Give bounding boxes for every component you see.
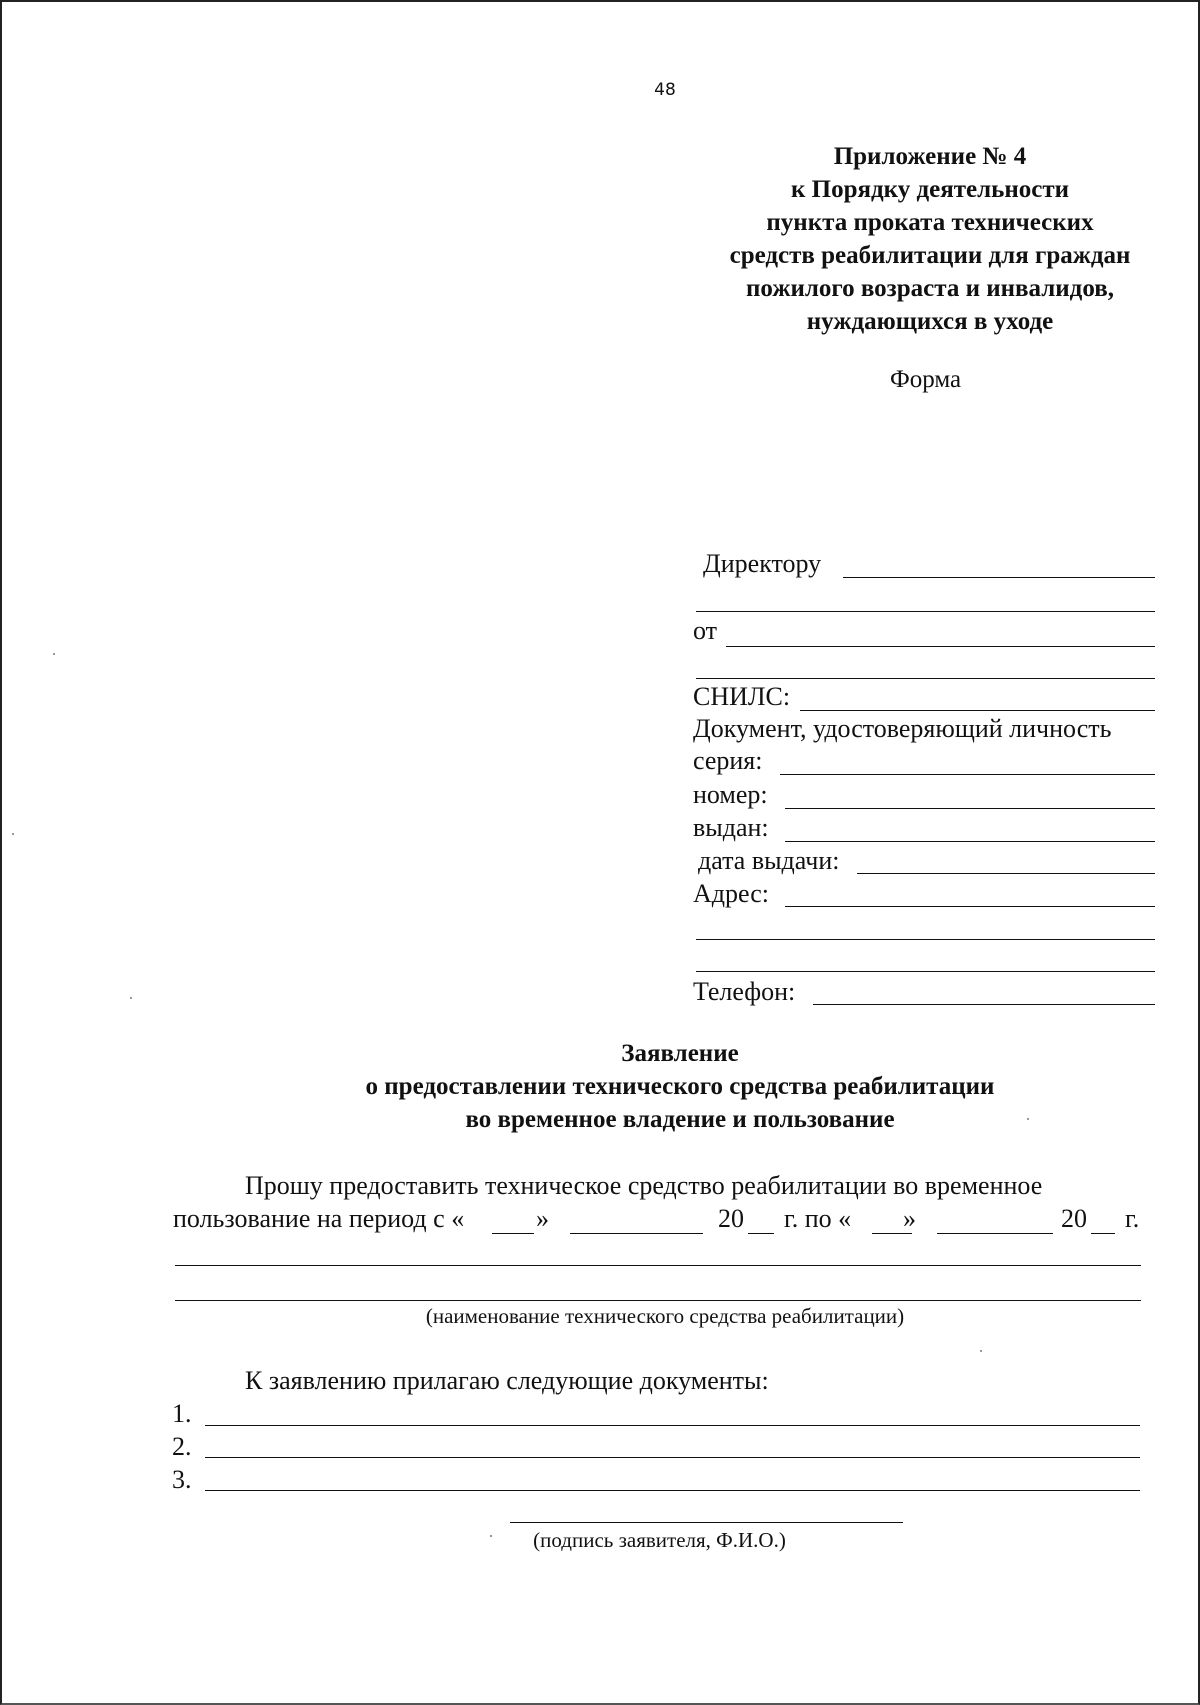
form-label: Форма	[890, 366, 962, 393]
snils-field[interactable]	[800, 710, 1155, 711]
scan-speck	[12, 833, 14, 835]
item-name-field-line-2[interactable]	[175, 1300, 1141, 1301]
id-document-label: Документ, удостоверяющий личность	[693, 714, 1112, 743]
from-field[interactable]	[726, 646, 1155, 647]
attachment-field-3[interactable]	[205, 1490, 1140, 1491]
end-period-label: г. по «	[784, 1204, 852, 1233]
appendix-line: нуждающихся в уходе	[806, 308, 1054, 335]
attachment-number: 3.	[172, 1465, 192, 1494]
end-year-suffix: г.	[1125, 1204, 1140, 1233]
issued-by-label: выдан:	[693, 813, 769, 842]
issued-by-field[interactable]	[785, 841, 1155, 842]
scan-speck	[53, 653, 55, 655]
start-day-close-quote: »	[536, 1204, 549, 1233]
start-year-prefix: 20	[718, 1204, 744, 1233]
address-field-line-3[interactable]	[696, 971, 1155, 972]
item-name-field[interactable]	[175, 1265, 1141, 1266]
phone-label: Телефон:	[693, 977, 796, 1006]
series-field[interactable]	[780, 774, 1155, 775]
title-line: Заявление	[621, 1040, 739, 1067]
end-day-close-quote: »	[903, 1204, 916, 1233]
attachment-number: 2.	[172, 1432, 192, 1461]
appendix-line: Приложение № 4	[833, 143, 1027, 170]
end-year-prefix: 20	[1061, 1204, 1087, 1233]
title-line: о предоставлении технического средства реабилитации	[365, 1073, 995, 1100]
series-label: серия:	[693, 746, 763, 775]
from-field-line-2[interactable]	[696, 678, 1155, 679]
attachment-field-2[interactable]	[205, 1457, 1140, 1458]
from-label: от	[693, 616, 718, 645]
number-field[interactable]	[785, 808, 1155, 809]
issue-date-field[interactable]	[857, 873, 1155, 874]
snils-label: СНИЛС:	[693, 682, 791, 711]
application-title	[160, 1037, 1200, 1136]
appendix-line: пожилого возраста и инвалидов,	[746, 275, 1114, 302]
page-number: 48	[654, 80, 676, 100]
scan-speck	[980, 1350, 982, 1352]
end-year-field[interactable]	[1091, 1233, 1115, 1234]
signature-field[interactable]	[510, 1522, 903, 1523]
scan-speck	[1027, 1118, 1029, 1120]
appendix-line: к Порядку деятельности	[790, 176, 1070, 203]
attachments-intro: К заявлению прилагаю следующие документы:	[245, 1366, 769, 1395]
issue-date-label: дата выдачи:	[698, 846, 840, 875]
appendix-line: пункта проката технических	[766, 209, 1094, 236]
director-label: Директору	[703, 549, 822, 578]
director-field-line-2[interactable]	[696, 611, 1155, 612]
address-field[interactable]	[785, 906, 1155, 907]
scan-speck	[130, 997, 132, 999]
start-month-field[interactable]	[570, 1233, 703, 1234]
attachment-number: 1.	[172, 1399, 192, 1428]
request-period-start-label: пользование на период с «	[173, 1204, 465, 1233]
phone-field[interactable]	[813, 1004, 1155, 1005]
signature-caption: (подпись заявителя, Ф.И.О.)	[533, 1528, 786, 1552]
request-line-1: Прошу предоставить техническое средство реабилитации во временное	[245, 1171, 1043, 1200]
start-year-field[interactable]	[748, 1233, 774, 1234]
title-line: во временное владение и пользование	[465, 1106, 895, 1133]
address-field-line-2[interactable]	[696, 939, 1155, 940]
appendix-line: средств реабилитации для граждан	[729, 242, 1131, 269]
end-month-field[interactable]	[937, 1233, 1053, 1234]
scan-speck	[490, 1535, 492, 1537]
item-name-caption: (наименование технического средства реабилитации)	[425, 1304, 905, 1328]
address-label: Адрес:	[693, 879, 769, 908]
director-field[interactable]	[843, 577, 1155, 578]
number-label: номер:	[693, 780, 768, 809]
appendix-heading	[690, 140, 1170, 338]
start-day-field[interactable]	[492, 1233, 534, 1234]
attachment-field-1[interactable]	[205, 1425, 1140, 1426]
